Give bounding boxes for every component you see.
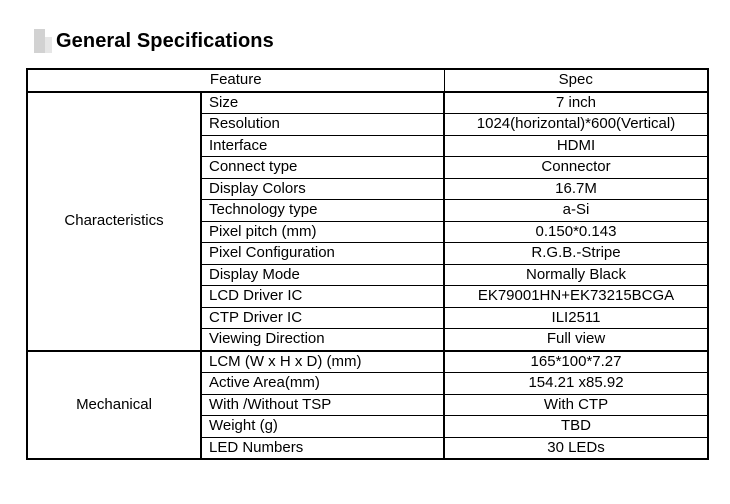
spec-cell: R.G.B.-Stripe xyxy=(444,243,708,265)
spec-cell: HDMI xyxy=(444,135,708,157)
feature-cell: Technology type xyxy=(201,200,444,222)
feature-cell: LCD Driver IC xyxy=(201,286,444,308)
feature-cell: Resolution xyxy=(201,114,444,136)
spec-cell: a-Si xyxy=(444,200,708,222)
feature-cell: Pixel pitch (mm) xyxy=(201,221,444,243)
group-label: Characteristics xyxy=(27,92,201,351)
spec-cell: 16.7M xyxy=(444,178,708,200)
feature-cell: With /Without TSP xyxy=(201,394,444,416)
feature-cell: Interface xyxy=(201,135,444,157)
spec-cell: 154.21 x85.92 xyxy=(444,373,708,395)
section-heading xyxy=(34,28,274,54)
table-header-row xyxy=(27,69,708,92)
feature-cell: Display Mode xyxy=(201,264,444,286)
feature-cell: Pixel Configuration xyxy=(201,243,444,265)
feature-cell: Weight (g) xyxy=(201,416,444,438)
spec-cell: 7 inch xyxy=(444,92,708,114)
header-spec: Spec xyxy=(444,69,708,92)
heading-marker-icon xyxy=(34,29,50,53)
spec-cell: ILI2511 xyxy=(444,307,708,329)
spec-cell: Normally Black xyxy=(444,264,708,286)
spec-table xyxy=(26,68,709,460)
feature-cell: Size xyxy=(201,92,444,114)
header-feature: Feature xyxy=(27,69,444,92)
feature-cell: Active Area(mm) xyxy=(201,373,444,395)
feature-cell: Connect type xyxy=(201,157,444,179)
table-row xyxy=(27,351,708,373)
table-row xyxy=(27,92,708,114)
spec-cell: 30 LEDs xyxy=(444,437,708,459)
spec-cell: TBD xyxy=(444,416,708,438)
group-label: Mechanical xyxy=(27,351,201,460)
spec-cell: Full view xyxy=(444,329,708,351)
spec-cell: 165*100*7.27 xyxy=(444,351,708,373)
feature-cell: CTP Driver IC xyxy=(201,307,444,329)
feature-cell: LED Numbers xyxy=(201,437,444,459)
feature-cell: LCM (W x H x D) (mm) xyxy=(201,351,444,373)
spec-cell: Connector xyxy=(444,157,708,179)
feature-cell: Display Colors xyxy=(201,178,444,200)
spec-cell: 1024(horizontal)*600(Vertical) xyxy=(444,114,708,136)
spec-cell: 0.150*0.143 xyxy=(444,221,708,243)
page-title: General Specifications xyxy=(56,29,274,52)
feature-cell: Viewing Direction xyxy=(201,329,444,351)
spec-cell: With CTP xyxy=(444,394,708,416)
spec-cell: EK79001HN+EK73215BCGA xyxy=(444,286,708,308)
